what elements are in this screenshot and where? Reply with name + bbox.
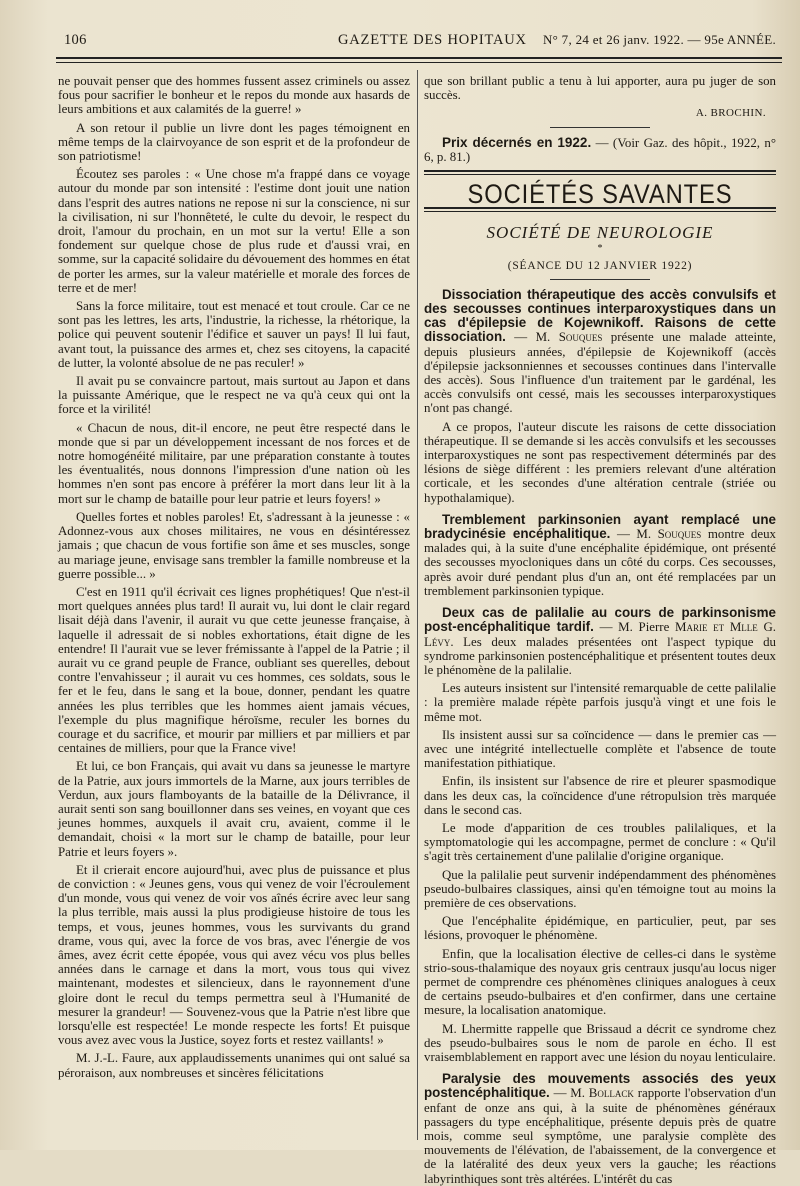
article-text: Les deux malades présentées ont l'aspect typique du syndrome parkinsonien postencéphalitique et présentent toutes deux le phénomène de la palilalie. (424, 634, 776, 677)
article-author: Bollack (588, 1086, 634, 1101)
article-paragraph: A ce propos, l'auteur discute les raisons de cette dissociation thérapeutique. Il se demande si les accès convulsifs et les secousses interparoxystiques ne sont pas respectivement déterminés par des lésions de siège différent : les premiers relevant d'une altération corticale, et les secondes d'une altération centrale (striée ou hypothalamique). (424, 419, 776, 505)
header-rule-thin (56, 62, 782, 63)
article-author: Souques (657, 527, 702, 542)
article-paragraph: Que la palilalie peut survenir indépendamment des phénomènes pseudo-bulbaires classiques, ainsi qu'en témoigne tout au moins la première de ces observations. (424, 867, 776, 910)
article-paragraph: Enfin, que la localisation élective de celles-ci dans le système strio-sous-thalamique des noyaux gris centraux jusqu'au locus niger permet de comprendre ces phénomènes cliniques analogues à ceux de certains pseudo-bulbaires et d'en confirmer, dans une certaine mesure, la localisation anatomique. (424, 946, 776, 1018)
article-title: Tremblement parkinsonien ayant remplacé une bradycinésie encéphalitique. (424, 511, 776, 542)
author-lead: — M. (549, 1086, 589, 1101)
paragraph: ne pouvait penser que des hommes fussent assez criminels ou assez fous pour sacrifier le bonheur et le repos du monde aux hasards de leurs ambitions et aux calamités de la guerre! » (58, 74, 410, 117)
paragraph: Quelles fortes et nobles paroles! Et, s'adressant à la jeunesse : « Adonnez-vous aux choses militaires, ne vous en désintéressez jamais ; que chacun de vous fortifie son âme et ses muscles, songe au mariage jeune, envisage sans trembler la famille nombreuse et la guerre possible... » (58, 509, 410, 581)
left-column (58, 74, 410, 1144)
session-date: (SÉANCE DU 12 JANVIER 1922) (507, 259, 693, 272)
paragraph: A son retour il publie un livre dont les pages témoignent en même temps de la clairvoyance de son esprit et de la profondeur de son patriotisme! (58, 120, 410, 164)
article-paragraph: Les auteurs insistent sur l'intensité remarquable de cette palilalie : la première malade répète parfois jusqu'à vingt et une fois le même mot. (424, 681, 776, 724)
article-paragraph (424, 513, 776, 598)
separator-rule (550, 127, 650, 128)
article-text: montre deux malades qui, à la suite d'une encéphalite épidémique, ont présenté des secousses myocloniques dans un côté du corps. Ces secousses, après avoir duré pendant plus d'un an, ont été remplacées par un tremblement parkinsonien typique. (424, 527, 776, 598)
star-ornament: * (597, 243, 603, 255)
article-paragraph: Que l'encéphalite épidémique, en particulier, peut, par ses lésions, provoquer le phénomène. (424, 914, 776, 943)
article-author: Marie et Mlle G. Lévy. (424, 620, 777, 649)
section-rule (424, 170, 776, 175)
article-title: Deux cas de palilalie au cours de parkinsonisme post-encéphalitique tardif. (424, 605, 776, 635)
paragraph: Écoutez ses paroles : « Une chose m'a frappé dans ce voyage autour du monde par son intensité : l'estime dont jouit une nation dans l'esprit des autres nations ne repose ni sur la conscience, ni sur la civilisation, ni sur l'honnêteté, le culte du devoir, le respect du droit, l'amour du prochain, en un mot sur la vertu! Elle a son fondement sur quelque chose de plus rude et d'aussi vrai, en somme, sur la capacité solidaire du dévouement des hommes en état de porter les armes, sur la valeur matérielle et morale des forces de terre et de mer! (58, 167, 410, 295)
author-lead: — M. (610, 527, 658, 542)
article-text: rapporte l'observation d'un enfant de onze ans qui, à la suite de phénomènes généraux passagers du type encéphalitique, présente depuis près de quatre mois, comme seul symptôme, une paralysie complète des mouvements de l'élévation, de l'abaissement, de la convergence et de la latéralité des deux yeux vers la gauche; les réactions labyrinthiques sont très altérées. L'intérêt du cas (424, 1086, 776, 1186)
paragraph: Sans la force militaire, tout est menacé et tout croule. Car ce ne sont pas les lettres, les arts, l'industrie, la richesse, la rhétorique, la police qui peuvent soutenir l'édifice et sauver un pays! Il lui faut, avant tout, la puissance des armes et, chez ses citoyens, la capacité de lutter, la volonté absolue de ne pas reculer! » (58, 299, 410, 370)
prix-notice (424, 136, 776, 164)
journal-title: GAZETTE DES HOPITAUX (338, 32, 527, 48)
society-name: SOCIÉTÉ DE NEUROLOGIE (486, 223, 714, 243)
continuation-paragraph: que son brillant public a tenu à lui apporter, aura pu juger de son succès. (424, 74, 776, 103)
article-paragraph (424, 288, 776, 416)
right-column (424, 74, 777, 1186)
issue-date: N° 7, 24 et 26 janv. 1922. — 95e ANNÉE. (542, 32, 776, 47)
page-number: 106 (64, 32, 87, 48)
separator-rule (550, 279, 650, 280)
column-divider (417, 70, 418, 1140)
article-paragraph (424, 606, 776, 677)
paragraph: M. J.-L. Faure, aux applaudissements unanimes qui ont salué sa péroraison, aux nombreuses et sincères félicitations (58, 1051, 410, 1080)
header-rule-thick (56, 57, 782, 59)
article-paragraph (424, 1072, 776, 1186)
page-header (58, 30, 778, 52)
paragraph: C'est en 1911 qu'il écrivait ces lignes prophétiques! Que n'est-il mort quelques années plus tard! Il aurait vu, lui dont le clair regard lisait déjà dans l'avenir, il aurait vu que cette jeunesse française, à laquelle il adressait de si nobles exhortations, était digne de les entendre! Il l'aurait vue se lever frémissante à l'appel de la Patrie ; il aurait vu ce grand peuple de France, oubliant ses querelles, debout contre l'envahisseur ; il aurait vu ces hommes, ces soldats, sous le fer et le feu, dans le sang et la boue, donner, pendant les quatre années les plus terribles que les hommes aient jamais vécues, l'exemple du plus magnifique héroïsme, reculer les bornes du courage et du sacrifice, et mourir par milliers et par milliers et par centaines de milliers, pour que la France vive! (58, 584, 410, 756)
article-paragraph: Ils insistent aussi sur sa coïncidence — dans le premier cas — avec une intégrité intellectuelle complète et l'absence de toute manifestation pithiatique. (424, 727, 776, 771)
author-lead: — M. (505, 330, 559, 345)
paragraph: « Chacun de nous, dit-il encore, ne peut être respecté dans le monde que si par un développement incessant de nos forces et de notre homogénéité militaire, par une préparation constante à toutes les éventualités, nous donnons l'impression d'une nation où les hommes n'en sont pas encore à préférer la mort dans leur lit à la mort sur le champ de bataille pour leur patrie et leurs foyers! » (58, 420, 410, 506)
paragraph: Il avait pu se convaincre partout, mais surtout au Japon et dans la puissante Amérique, que le respect ne va qu'à ceux qui ont la force et la virilité! (58, 374, 410, 417)
article-title: Dissociation thérapeutique des accès convulsifs et des secousses continues interparoxystiques dans un cas d'épilepsie de Kojewnikoff. Raisons de cette dissociation. (424, 286, 776, 345)
article-title: Paralysie des mouvements associés des yeux postencéphalitique. (424, 1071, 776, 1101)
paragraph: Et il crierait encore aujourd'hui, avec plus de puissance et plus de conviction : « Jeunes gens, vous qui venez de voir l'écroulement d'un monde, vous qui venez de voir vos aînés écrire avec leur sang la plus terrible, mais aussi la plus prodigieuse histoire de tous les temps, et vous, jeunes hommes, vous les survivants du grand drame, vous qui, avec la force de vos bras, avec l'énergie de vos âmes, avez écrit cette épopée, vous qui avez vécu vos plus belles années dans le carnage et dans la mort, vous tous qui vivez maintenant, modestes et silencieux, dans le rayonnement d'une gloire dont le recul du temps permettra seul à l'Humanité de mesurer la grandeur! — Souvenez-vous que la Patrie n'est libre que lorsqu'elle est respectée! Le monde respecte les forts! Et puisque vous avez avec vous la Justice, soyez forts et restez vaillants! » (58, 862, 410, 1048)
article-paragraph: M. Lhermitte rappelle que Brissaud a décrit ce syndrome chez des pseudo-bulbaires sous le nom de parole en écho. Il est vraisemblablement en rapport avec une lésion du noyau lenticulaire. (424, 1021, 776, 1064)
article-text: présente une malade atteinte, depuis plusieurs années, d'épilepsie de Kojewnikoff (accès d'épilepsie jacksonniennes et secousses continues dans l'intervalle des accès). Sous l'influence d'un traitement par le gardénal, les accès convulsifs ont cessé, mais les secousses interparoxystiques n'ont pas changé. (424, 330, 776, 416)
article-author: Souques (558, 330, 603, 345)
paragraph: Et lui, ce bon Français, qui avait vu dans sa jeunesse le martyre de la Patrie, aux jours immortels de la Marne, aux jours terribles de Verdun, aux jours flamboyants de la bataille de la Délivrance, il aurait senti son sang bouillonner dans ses veines, en voyant que ces jeunes hommes, auxquels il avait cru, avaient, comme il le demandait, choisi « la mort sur le champ de bataille, pour leur Patrie et leurs foyers ». (58, 759, 410, 859)
prix-text: — (Voir Gaz. des hôpit., 1922, n° 6, p. 81.) (424, 135, 777, 164)
prix-title: Prix décernés en 1922. (442, 134, 592, 150)
article-paragraph: Le mode d'apparition de ces troubles palilaliques, et la symptomatologie qui les accompagne, permet de conclure : « Qu'il s'agit très certainement d'une palilalie d'origine organique. (424, 820, 776, 864)
author-signature: A. BROCHIN. (695, 107, 766, 120)
article-paragraph: Enfin, ils insistent sur l'absence de rire et pleurer spasmodique dans les deux cas, la coïncidence d'une rétropulsion très marquée dans le second cas. (424, 774, 776, 817)
section-title: SOCIÉTÉS SAVANTES (467, 179, 733, 210)
author-lead: — M. Pierre (593, 620, 675, 635)
